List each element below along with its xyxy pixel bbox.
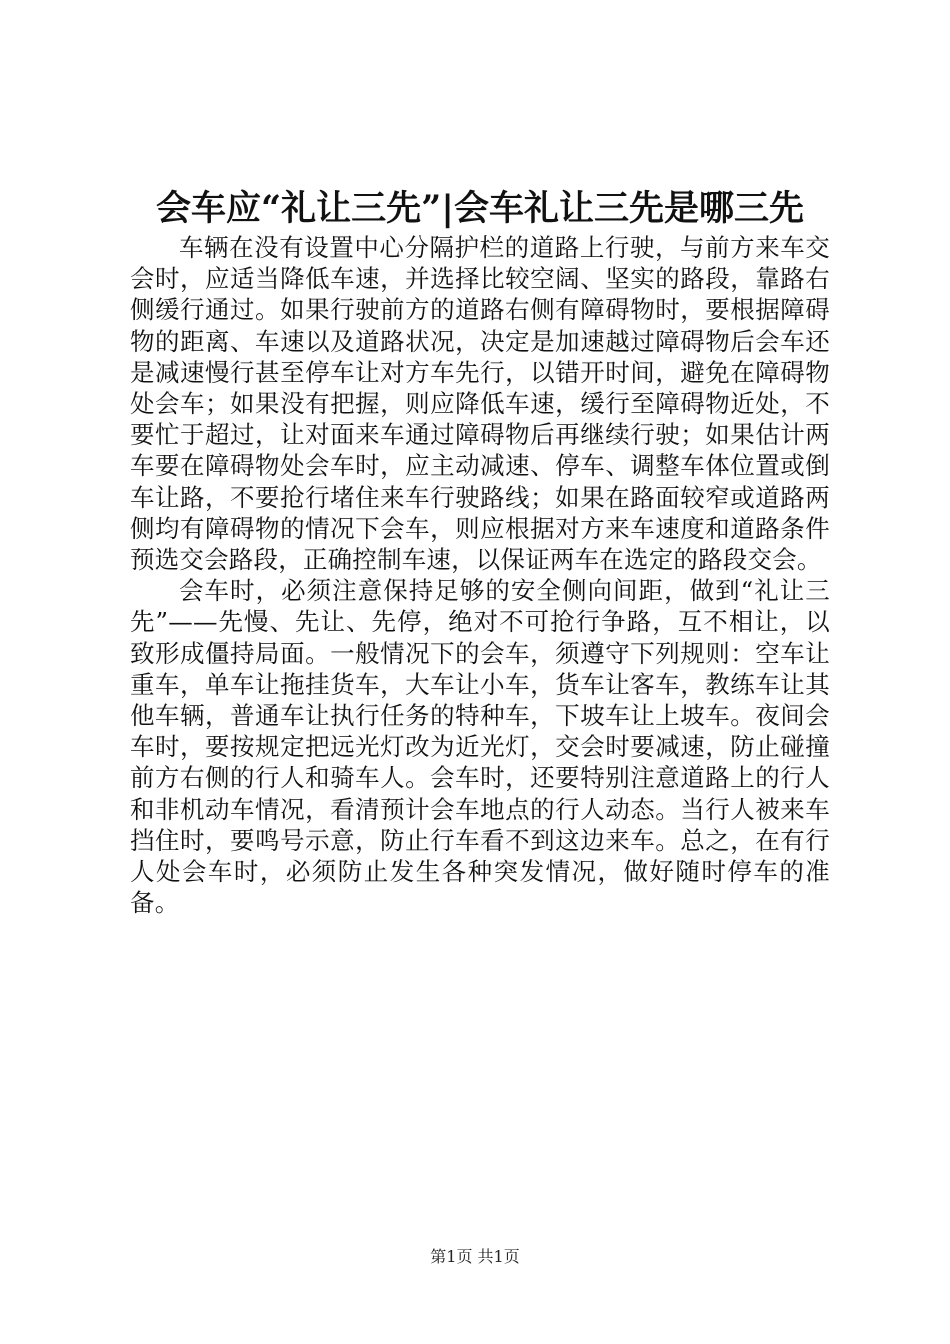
document-title: 会车应“礼让三先”|会车礼让三先是哪三先 — [156, 188, 804, 229]
paragraph-2: 会车时，必须注意保持足够的安全侧向间距，做到“礼让三先”——先慢、先让、先停，绝对不可抢行争路，互不相让，以致形成僵持局面。一般情况下的会车，须遵守下列规则：空车让重车，单车让拖挂货车，大车让小车，货车让客车，教练车让其他车辆，普通车让执行任务的特种车，下坡车让上坡车。夜间会车时，要按规定把远光灯改为近光灯，交会时要减速，防止碰撞前方右侧的行人和骑车人。会车时，还要特别注意道路上的行人和非机动车情况，看清预计会车地点的行人动态。当行人被来车挡住时，要鸣号示意，防止行车看不到这边来车。总之，在有行人处会车时，必须防止发生各种突发情况，做好随时停车的准备。 — [130, 576, 830, 918]
paragraph-1: 车辆在没有设置中心分隔护栏的道路上行驶，与前方来车交会时，应适当降低车速，并选择比较空阔、坚实的路段，靠路右侧缓行通过。如果行驶前方的道路右侧有障碍物时，要根据障碍物的距离、车速以及道路状况，决定是加速越过障碍物后会车还是减速慢行甚至停车让对方车先行，以错开时间，避免在障碍物处会车；如果没有把握，则应降低车速，缓行至障碍物近处，不要忙于超过，让对面来车通过障碍物后再继续行驶；如果估计两车要在障碍物处会车时，应主动减速、停车、调整车体位置或倒车让路，不要抢行堵住来车行驶路线；如果在路面较窄或道路两侧均有障碍物的情况下会车，则应根据对方来车速度和道路条件预选交会路段，正确控制车速，以保证两车在选定的路段交会。 — [130, 233, 830, 575]
document-body — [130, 232, 830, 918]
page-number-footer: 第1页 共1页 — [430, 1247, 520, 1266]
